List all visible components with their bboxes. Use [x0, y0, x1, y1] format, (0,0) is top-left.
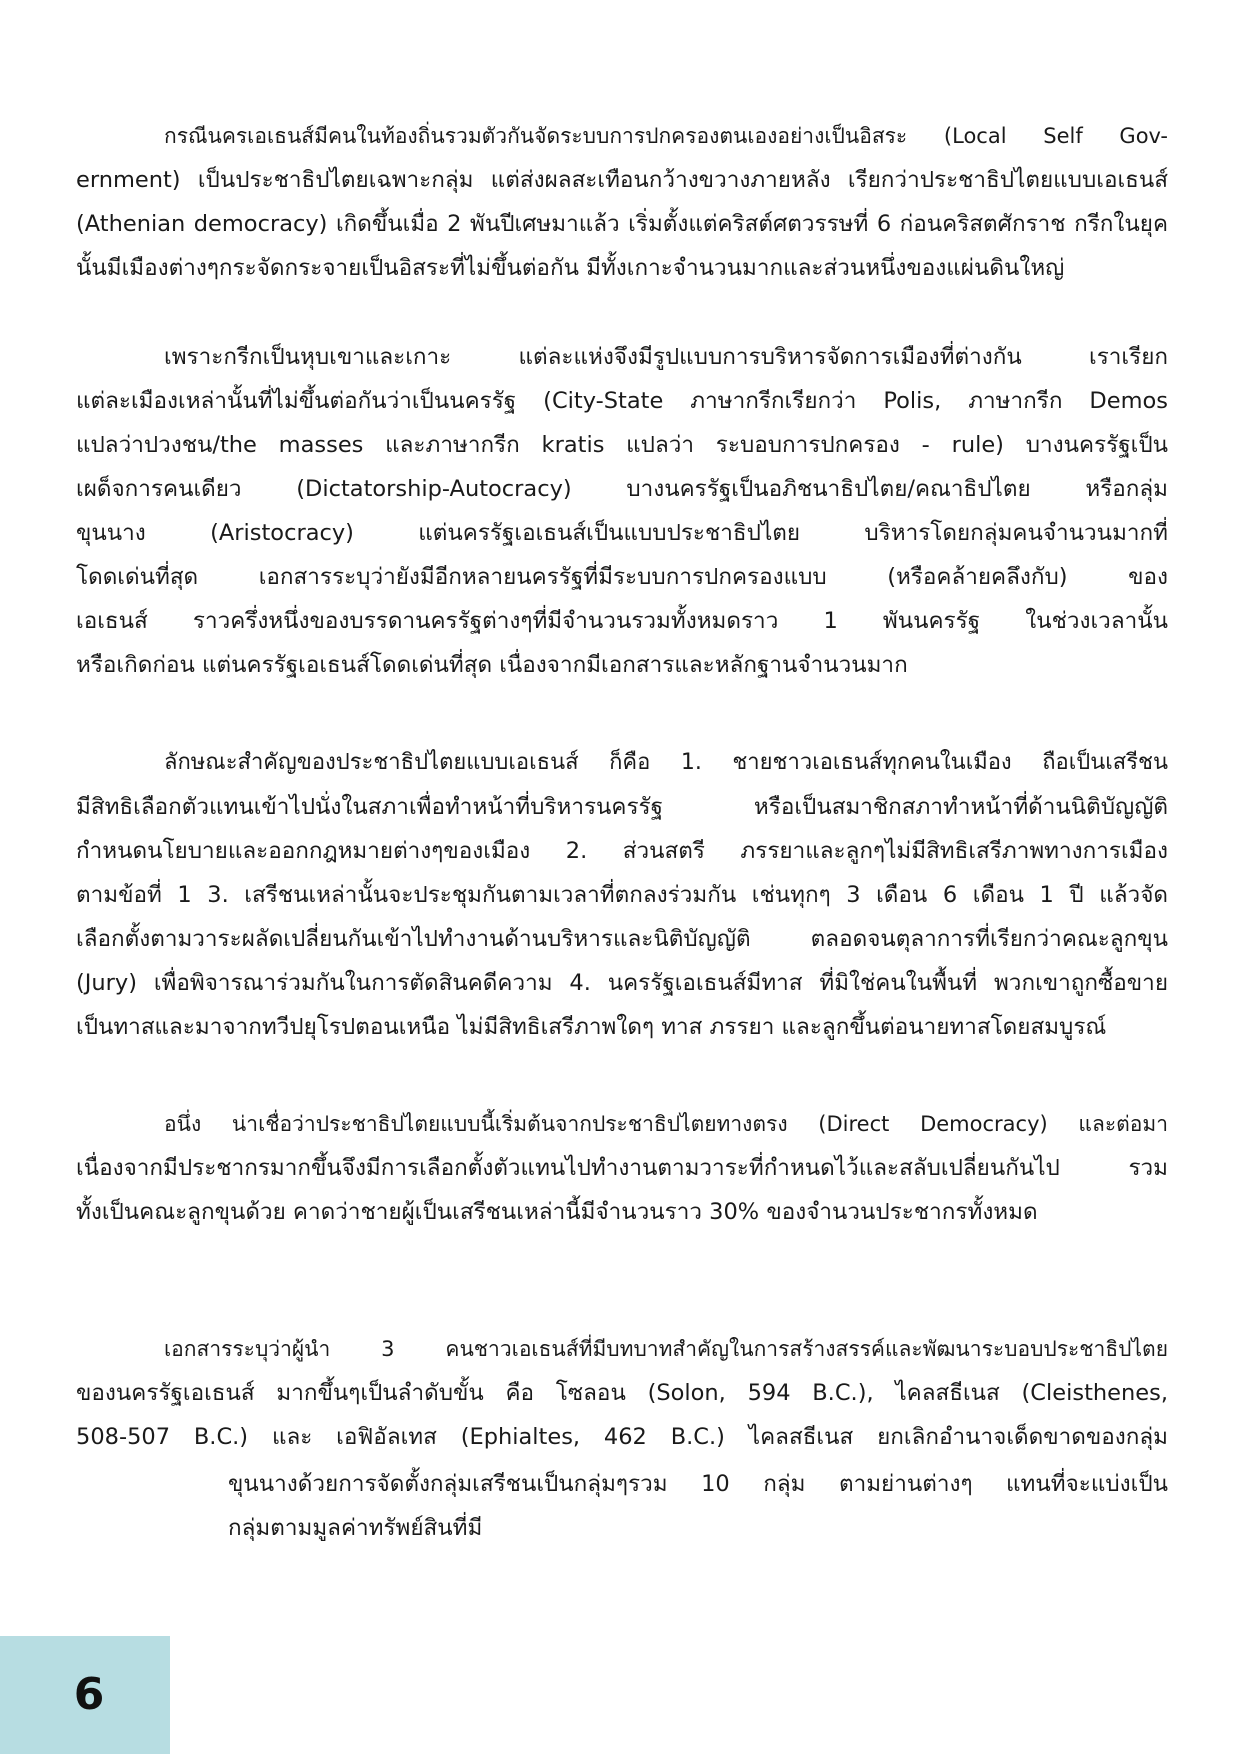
paragraph-2	[76, 335, 1168, 687]
paragraph-line: ขุนนางด้วยการจัดตั้งกลุ่มเสรีชนเป็นกลุ่มๆรวม 10 กลุ่ม ตามย่านต่างๆ แทนที่จะแบ่งเป็น	[228, 1471, 1168, 1497]
paragraph-line: มีสิทธิเลือกตัวแทนเข้าไปนั่งในสภาเพื่อทำหน้าที่บริหารนครรัฐ หรือเป็นสมาชิกสภาทำหน้าที่ด้านนิติบัญญัติ	[76, 794, 1168, 820]
paragraph-line: แต่ละเมืองเหล่านั้นที่ไม่ขึ้นต่อกันว่าเป็นนครรัฐ (City-State ภาษากรีกเรียกว่า Polis, ภาษากรีก Demos	[76, 388, 1168, 414]
paragraph-line: ernment) เป็นประชาธิปไตยเฉพาะกลุ่ม แต่ส่งผลสะเทือนกว้างขวางภายหลัง เรียกว่าประชาธิปไตยแบบเอเธนส์	[76, 167, 1168, 193]
paragraph-line: ตามข้อที่ 1 3. เสรีชนเหล่านั้นจะประชุมกันตามเวลาที่ตกลงร่วมกัน เช่นทุกๆ 3 เดือน 6 เดือน 1 ปี แล้วจัด	[76, 882, 1168, 908]
paragraph-line: 508-507 B.C.) และ เอฟิอัลเทส (Ephialtes, 462 B.C.) ไคลสธีเนส ยกเลิกอำนาจเด็ดขาดของกลุ่ม	[76, 1424, 1168, 1450]
paragraph-line: กรณีนครเอเธนส์มีคนในท้องถิ่นรวมตัวกันจัดระบบการปกครองตนเองอย่างเป็นอิสระ (Local Self Gov-	[164, 124, 1168, 148]
paragraph-line: เลือกตั้งตามวาระผลัดเปลี่ยนกันเข้าไปทำงานด้านบริหารและนิติบัญญัติ ตลอดจนตุลาการที่เรียกว่าคณะลูกขุน	[76, 926, 1168, 952]
paragraph-1	[76, 114, 1168, 290]
paragraph-4	[76, 1102, 1168, 1234]
paragraph-5-continuation	[228, 1462, 1168, 1550]
paragraph-line: เป็นทาสและมาจากทวีปยุโรปตอนเหนือ ไม่มีสิทธิเสรีภาพใดๆ ทาส ภรรยา และลูกขึ้นต่อนายทาสโดยสมบูรณ์	[76, 1014, 1107, 1040]
paragraph-line: โดดเด่นที่สุด เอกสารระบุว่ายังมีอีกหลายนครรัฐที่มีระบบการปกครองแบบ (หรือคล้ายคลึงกับ) ของ	[76, 564, 1168, 590]
paragraph-line: เอเธนส์ ราวครึ่งหนึ่งของบรรดานครรัฐต่างๆที่มีจำนวนรวมทั้งหมดราว 1 พันนครรัฐ ในช่วงเวลานั้น	[76, 608, 1168, 634]
paragraph-line: ของนครรัฐเอเธนส์ มากขึ้นๆเป็นลำดับขั้น คือ โซลอน (Solon, 594 B.C.), ไคลสธีเนส (Cleisthenes,	[76, 1380, 1168, 1406]
paragraph-line: กลุ่มตามมูลค่าทรัพย์สินที่มี	[228, 1515, 483, 1541]
paragraph-line: หรือเกิดก่อน แต่นครรัฐเอเธนส์โดดเด่นที่สุด เนื่องจากมีเอกสารและหลักฐานจำนวนมาก	[76, 652, 908, 678]
page-number: 6	[73, 1669, 105, 1720]
paragraph-line: อนึ่ง น่าเชื่อว่าประชาธิปไตยแบบนี้เริ่มต้นจากประชาธิปไตยทางตรง (Direct Democracy) และต่อมา	[164, 1112, 1168, 1136]
paragraph-line: เนื่องจากมีประชากรมากขึ้นจึงมีการเลือกตั้งตัวแทนไปทำงานตามวาระที่กำหนดไว้และสลับเปลี่ยนกันไป รวม	[76, 1155, 1168, 1181]
paragraph-line: เผด็จการคนเดียว (Dictatorship-Autocracy) บางนครรัฐเป็นอภิชนาธิปไตย/คณาธิปไตย หรือกลุ่ม	[76, 476, 1168, 502]
paragraph-line: ขุนนาง (Aristocracy) แต่นครรัฐเอเธนส์เป็นแบบประชาธิปไตย บริหารโดยกลุ่มคนจำนวนมากที่	[76, 520, 1168, 546]
paragraph-line: เพราะกรีกเป็นหุบเขาและเกาะ แต่ละแห่งจึงมีรูปแบบการบริหารจัดการเมืองที่ต่างกัน เราเรียก	[164, 344, 1168, 370]
paragraph-line: ทั้งเป็นคณะลูกขุนด้วย คาดว่าชายผู้เป็นเสรีชนเหล่านี้มีจำนวนราว 30% ของจำนวนประชากรทั้งหมด	[76, 1199, 1038, 1225]
paragraph-line: (Athenian democracy) เกิดขึ้นเมื่อ 2 พันปีเศษมาแล้ว เริ่มตั้งแต่คริสต์ศตวรรษที่ 6 ก่อนคริสตศักราช กรีกในยุค	[76, 211, 1168, 237]
paragraph-line: เอกสารระบุว่าผู้นำ 3 คนชาวเอเธนส์ที่มีบทบาทสำคัญในการสร้างสรรค์และพัฒนาระบอบประชาธิปไตย	[164, 1337, 1168, 1361]
paragraph-line: (Jury) เพื่อพิจารณาร่วมกันในการตัดสินคดีความ 4. นครรัฐเอเธนส์มีทาส ที่มิใช่คนในพื้นที่ พวกเขาถูกซื้อขาย	[76, 970, 1168, 996]
paragraph-line: กำหนดนโยบายและออกกฎหมายต่างๆของเมือง 2. ส่วนสตรี ภรรยาและลูกๆไม่มีสิทธิเสรีภาพทางการเมือง	[76, 838, 1168, 864]
paragraph-3	[76, 741, 1168, 1049]
paragraph-5	[76, 1327, 1168, 1459]
paragraph-line: นั้นมีเมืองต่างๆกระจัดกระจายเป็นอิสระที่ไม่ขึ้นต่อกัน มีทั้งเกาะจำนวนมากและส่วนหนึ่งของแผ่นดินใหญ่	[76, 255, 1065, 281]
paragraph-line: แปลว่าปวงชน/the masses และภาษากรีก kratis แปลว่า ระบอบการปกครอง - rule) บางนครรัฐเป็น	[76, 432, 1168, 458]
paragraph-line: ลักษณะสำคัญของประชาธิปไตยแบบเอเธนส์ ก็คือ 1. ชายชาวเอเธนส์ทุกคนในเมือง ถือเป็นเสรีชน	[164, 750, 1168, 775]
